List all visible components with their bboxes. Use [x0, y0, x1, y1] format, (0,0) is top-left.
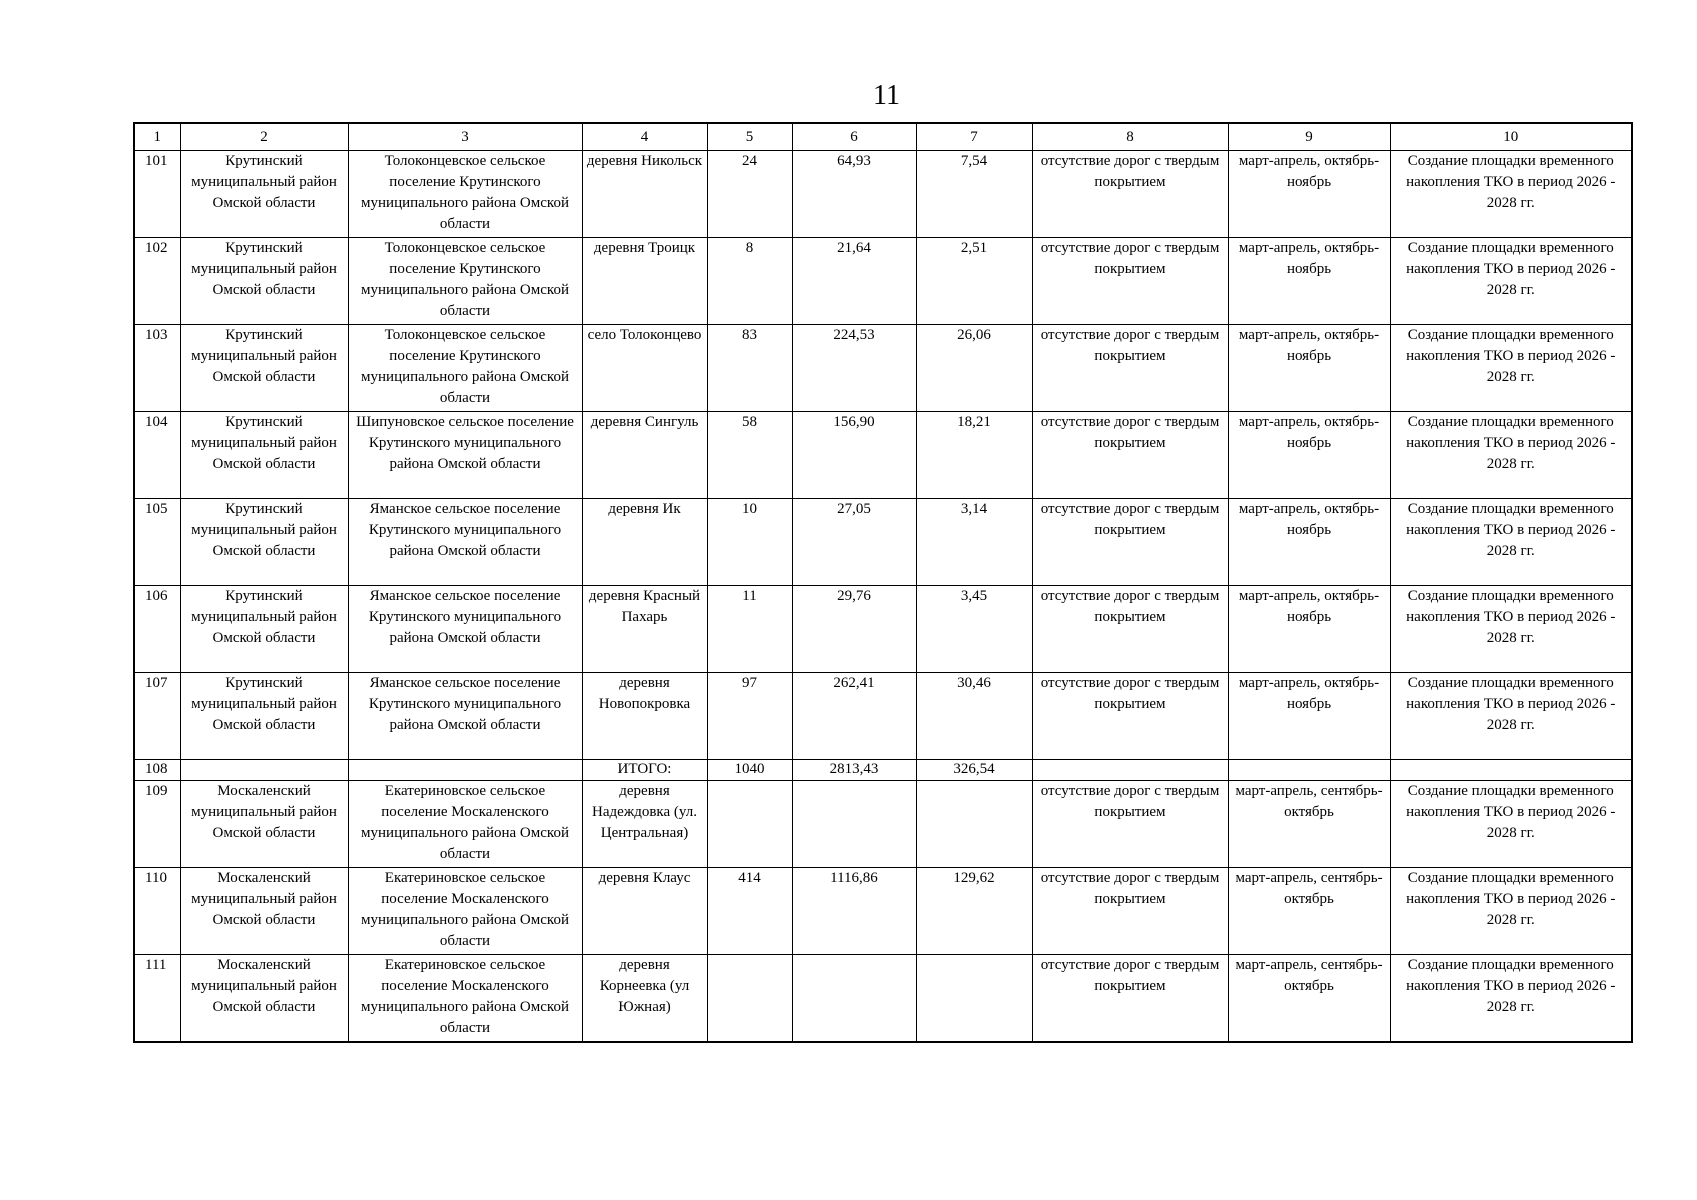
- column-6-cell: 29,76: [792, 586, 916, 673]
- period-cell: март-апрель, октябрь-ноябрь: [1228, 325, 1390, 412]
- district-cell: Крутинский муниципальный район Омской области: [180, 238, 348, 325]
- locality-cell: деревня Корнеевка (ул Южная): [582, 955, 707, 1043]
- column-6-cell: 2813,43: [792, 760, 916, 781]
- column-header: 4: [582, 123, 707, 151]
- road-condition-cell: отсутствие дорог с твердым покрытием: [1032, 868, 1228, 955]
- road-condition-cell: [1032, 760, 1228, 781]
- locality-cell: деревня Никольск: [582, 151, 707, 238]
- settlement-cell: [348, 760, 582, 781]
- row-number-cell: 105: [134, 499, 180, 586]
- locality-cell: ИТОГО:: [582, 760, 707, 781]
- row-number-cell: 103: [134, 325, 180, 412]
- row-number-cell: 101: [134, 151, 180, 238]
- measure-cell: [1390, 760, 1632, 781]
- column-7-cell: [916, 781, 1032, 868]
- table-row: [134, 325, 1632, 412]
- district-cell: Крутинский муниципальный район Омской области: [180, 673, 348, 760]
- measure-cell: Создание площадки временного накопления ТКО в период 2026 - 2028 гг.: [1390, 151, 1632, 238]
- district-cell: Крутинский муниципальный район Омской области: [180, 151, 348, 238]
- locality-cell: деревня Надеждовка (ул. Центральная): [582, 781, 707, 868]
- table-row: [134, 499, 1632, 586]
- column-5-cell: 11: [707, 586, 792, 673]
- column-7-cell: 30,46: [916, 673, 1032, 760]
- column-7-cell: 18,21: [916, 412, 1032, 499]
- table-row: [134, 586, 1632, 673]
- measure-cell: Создание площадки временного накопления ТКО в период 2026 - 2028 гг.: [1390, 868, 1632, 955]
- column-5-cell: 8: [707, 238, 792, 325]
- district-cell: [180, 760, 348, 781]
- column-header: 2: [180, 123, 348, 151]
- table-row: [134, 868, 1632, 955]
- column-7-cell: [916, 955, 1032, 1043]
- column-5-cell: [707, 955, 792, 1043]
- column-5-cell: 1040: [707, 760, 792, 781]
- period-cell: март-апрель, октябрь-ноябрь: [1228, 238, 1390, 325]
- row-number-cell: 110: [134, 868, 180, 955]
- period-cell: март-апрель, октябрь-ноябрь: [1228, 673, 1390, 760]
- table-row: [134, 955, 1632, 1043]
- column-5-cell: 24: [707, 151, 792, 238]
- column-6-cell: 21,64: [792, 238, 916, 325]
- table-row: [134, 151, 1632, 238]
- column-6-cell: 156,90: [792, 412, 916, 499]
- column-header: 6: [792, 123, 916, 151]
- locality-cell: деревня Красный Пахарь: [582, 586, 707, 673]
- period-cell: [1228, 760, 1390, 781]
- measure-cell: Создание площадки временного накопления ТКО в период 2026 - 2028 гг.: [1390, 673, 1632, 760]
- column-5-cell: 10: [707, 499, 792, 586]
- period-cell: март-апрель, октябрь-ноябрь: [1228, 151, 1390, 238]
- column-7-cell: 26,06: [916, 325, 1032, 412]
- locality-cell: деревня Ик: [582, 499, 707, 586]
- road-condition-cell: отсутствие дорог с твердым покрытием: [1032, 586, 1228, 673]
- road-condition-cell: отсутствие дорог с твердым покрытием: [1032, 499, 1228, 586]
- measure-cell: Создание площадки временного накопления ТКО в период 2026 - 2028 гг.: [1390, 955, 1632, 1043]
- row-number-cell: 107: [134, 673, 180, 760]
- column-7-cell: 129,62: [916, 868, 1032, 955]
- period-cell: март-апрель, октябрь-ноябрь: [1228, 586, 1390, 673]
- road-condition-cell: отсутствие дорог с твердым покрытием: [1032, 412, 1228, 499]
- district-cell: Крутинский муниципальный район Омской области: [180, 412, 348, 499]
- settlement-cell: Екатериновское сельское поселение Москаленского муниципального района Омской области: [348, 868, 582, 955]
- column-header: 7: [916, 123, 1032, 151]
- locality-cell: деревня Троицк: [582, 238, 707, 325]
- column-5-cell: 58: [707, 412, 792, 499]
- locality-cell: деревня Клаус: [582, 868, 707, 955]
- district-cell: Крутинский муниципальный район Омской области: [180, 325, 348, 412]
- column-7-cell: 326,54: [916, 760, 1032, 781]
- settlement-cell: Яманское сельское поселение Крутинского муниципального района Омской области: [348, 499, 582, 586]
- data-table: [133, 122, 1633, 1043]
- column-5-cell: 83: [707, 325, 792, 412]
- row-number-cell: 102: [134, 238, 180, 325]
- column-header: 1: [134, 123, 180, 151]
- road-condition-cell: отсутствие дорог с твердым покрытием: [1032, 151, 1228, 238]
- column-7-cell: 3,45: [916, 586, 1032, 673]
- locality-cell: деревня Сингуль: [582, 412, 707, 499]
- road-condition-cell: отсутствие дорог с твердым покрытием: [1032, 781, 1228, 868]
- locality-cell: деревня Новопокровка: [582, 673, 707, 760]
- column-7-cell: 7,54: [916, 151, 1032, 238]
- period-cell: март-апрель, октябрь-ноябрь: [1228, 499, 1390, 586]
- measure-cell: Создание площадки временного накопления ТКО в период 2026 - 2028 гг.: [1390, 325, 1632, 412]
- measure-cell: Создание площадки временного накопления ТКО в период 2026 - 2028 гг.: [1390, 412, 1632, 499]
- road-condition-cell: отсутствие дорог с твердым покрытием: [1032, 238, 1228, 325]
- district-cell: Москаленский муниципальный район Омской области: [180, 868, 348, 955]
- period-cell: март-апрель, сентябрь-октябрь: [1228, 781, 1390, 868]
- column-5-cell: 97: [707, 673, 792, 760]
- column-6-cell: 64,93: [792, 151, 916, 238]
- locality-cell: село Толоконцево: [582, 325, 707, 412]
- settlement-cell: Яманское сельское поселение Крутинского муниципального района Омской области: [348, 673, 582, 760]
- row-number-cell: 109: [134, 781, 180, 868]
- page-number: 11: [873, 80, 900, 111]
- column-6-cell: 262,41: [792, 673, 916, 760]
- settlement-cell: Яманское сельское поселение Крутинского муниципального района Омской области: [348, 586, 582, 673]
- table-row: [134, 412, 1632, 499]
- column-6-cell: 224,53: [792, 325, 916, 412]
- table-row: [134, 238, 1632, 325]
- settlement-cell: Толоконцевское сельское поселение Крутинского муниципального района Омской области: [348, 151, 582, 238]
- measure-cell: Создание площадки временного накопления ТКО в период 2026 - 2028 гг.: [1390, 499, 1632, 586]
- column-header: 10: [1390, 123, 1632, 151]
- row-number-cell: 104: [134, 412, 180, 499]
- measure-cell: Создание площадки временного накопления ТКО в период 2026 - 2028 гг.: [1390, 586, 1632, 673]
- road-condition-cell: отсутствие дорог с твердым покрытием: [1032, 673, 1228, 760]
- settlement-cell: Екатериновское сельское поселение Москаленского муниципального района Омской области: [348, 781, 582, 868]
- road-condition-cell: отсутствие дорог с твердым покрытием: [1032, 325, 1228, 412]
- district-cell: Москаленский муниципальный район Омской области: [180, 955, 348, 1043]
- column-5-cell: 414: [707, 868, 792, 955]
- column-5-cell: [707, 781, 792, 868]
- settlement-cell: Толоконцевское сельское поселение Крутинского муниципального района Омской области: [348, 238, 582, 325]
- period-cell: март-апрель, октябрь-ноябрь: [1228, 412, 1390, 499]
- column-7-cell: 3,14: [916, 499, 1032, 586]
- row-number-cell: 111: [134, 955, 180, 1043]
- row-number-cell: 106: [134, 586, 180, 673]
- table-row: [134, 781, 1632, 868]
- settlement-cell: Екатериновское сельское поселение Москаленского муниципального района Омской области: [348, 955, 582, 1043]
- road-condition-cell: отсутствие дорог с твердым покрытием: [1032, 955, 1228, 1043]
- column-header: 3: [348, 123, 582, 151]
- row-number-cell: 108: [134, 760, 180, 781]
- settlement-cell: Толоконцевское сельское поселение Крутинского муниципального района Омской области: [348, 325, 582, 412]
- table-row: [134, 673, 1632, 760]
- settlement-cell: Шипуновское сельское поселение Крутинского муниципального района Омской области: [348, 412, 582, 499]
- column-header: 9: [1228, 123, 1390, 151]
- column-6-cell: 1116,86: [792, 868, 916, 955]
- column-6-cell: [792, 781, 916, 868]
- column-header: 8: [1032, 123, 1228, 151]
- period-cell: март-апрель, сентябрь-октябрь: [1228, 868, 1390, 955]
- measure-cell: Создание площадки временного накопления ТКО в период 2026 - 2028 гг.: [1390, 781, 1632, 868]
- measure-cell: Создание площадки временного накопления ТКО в период 2026 - 2028 гг.: [1390, 238, 1632, 325]
- column-6-cell: [792, 955, 916, 1043]
- district-cell: Крутинский муниципальный район Омской области: [180, 499, 348, 586]
- district-cell: Москаленский муниципальный район Омской области: [180, 781, 348, 868]
- period-cell: март-апрель, сентябрь-октябрь: [1228, 955, 1390, 1043]
- column-7-cell: 2,51: [916, 238, 1032, 325]
- column-header: 5: [707, 123, 792, 151]
- total-row: [134, 760, 1632, 781]
- header-row: [134, 123, 1632, 151]
- district-cell: Крутинский муниципальный район Омской области: [180, 586, 348, 673]
- column-6-cell: 27,05: [792, 499, 916, 586]
